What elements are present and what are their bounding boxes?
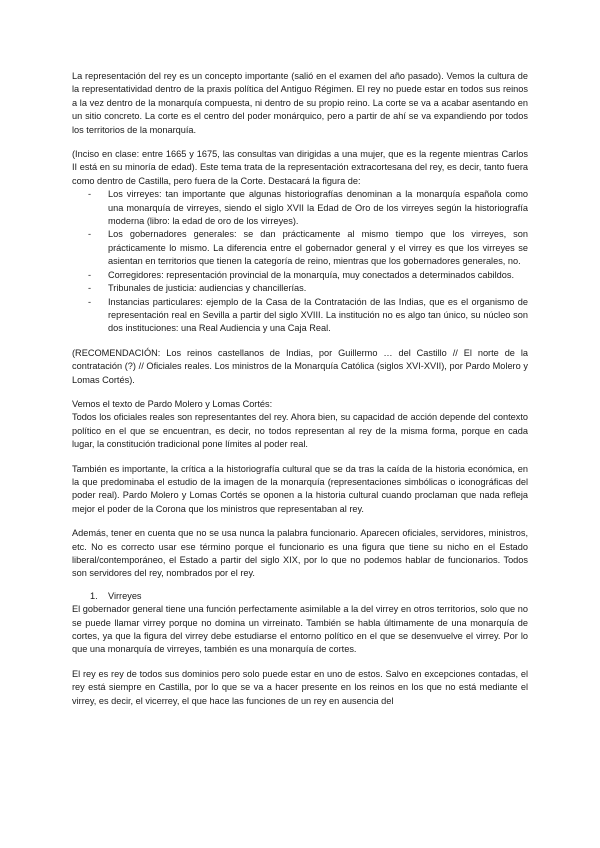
paragraph-rey: El rey es rey de todos sus dominios pero solo puede estar en uno de estos. Salvo en excepciones contadas, el rey está siempre en Castilla, por lo que se va a hacer presente en los reinos en los que no está mediante el virrey, es decir, el vicerrey, el que hace las funciones de un rey en ausencia del <box>72 668 528 706</box>
paragraph-funcionario: Además, tener en cuenta que no se usa nunca la palabra funcionario. Aparecen oficiales, servidores, ministros, etc. No es correcto usar ese término porque el funcionario es una figura que tiene su nicho en el Estado liberal/contemporáneo, el Estado a partir del siglo XIX, por lo que no podemos hablar de funcionarios. Todos son servidores del rey, nombrados por el rey. <box>72 528 528 579</box>
paragraph-representacion: La representación del rey es un concepto importante (salió en el examen del año pasado). Vemos la cultura de la representatividad dentro de la praxis política del Antiguo Régimen. El rey no puede estar en todos sus reinos a la vez dentro de la monarquía compuesta, ni dentro de su propio reino. La corte se va a acabar asentando en un sitio concreto. La corte es el centro del poder monárquico, pero a partir de ahí se va expandiendo por todos los territorios de la monarquía. <box>72 71 528 135</box>
paragraph-oficiales: Todos los oficiales reales son representantes del rey. Ahora bien, su capacidad de acción depende del contexto político en el que se encuentran, es decir, no todos representan al rey de la misma forma, porque en cada lugar, la constitución tradicional pone límites al poder real. <box>72 412 528 450</box>
list-item: - Tribunales de justicia: audiencias y chancillerías. <box>88 283 307 294</box>
list-item: - Instancias particulares: ejemplo de la Casa de la Contratación de las Indias, que es el organismo de representación real en Sevilla a partir del siglo XVIII. La institución no es algo tan único, su núcleo son dos instituciones: una Real Audiencia y una Caja Real. <box>88 296 528 334</box>
paragraph-inciso: (Inciso en clase: entre 1665 y 1675, las consultas van dirigidas a una mujer, que es la regente mientras Carlos II está en su minoría de edad). Este tema trata de la representación extracortesana del rey, es decir, tanto fuera como dentro de Castilla, pero fuera de la Corte. Destacará la figura de: <box>72 149 528 186</box>
paragraph-critica: También es importante, la crítica a la historiografía cultural que se da tras la caída de la historia económica, en la que predominaba el estudio de la imagen de la monarquía (representaciones simbólicas o iconográficas del poder real). Pardo Molero y Lomas Cortés se oponen a la historia cultural cuando proclaman que nada refleja mejor el poder de la Corona que los ministros que representaban al rey. <box>72 463 528 514</box>
list-item: - Los gobernadores generales: se dan prácticamente al mismo tiempo que los virreyes, son prácticamente lo mismo. La diferencia entre el gobernador general y el virrey es que los virreyes se asientan en territorios que tienen la categoría de reino, mientras que los gobernadores generales, no. <box>88 229 528 267</box>
paragraph-gobernador: El gobernador general tiene una función perfectamente asimilable a la del virrey en otros territorios, solo que no se puede llamar virrey porque no domina un virreinato. También se habla últimamente de una monarquía de cortes, ya que la figura del virrey debe estudiarse el entorno político en el que se desenvuelve el virrey. Por lo que una monarquía de virreyes, también es una monarquía de cortes. <box>72 604 528 655</box>
figures-list <box>72 188 528 335</box>
list-item: - Corregidores: representación provincial de la monarquía, muy conectados a determinados cabildos. <box>88 269 515 280</box>
paragraph-texto-heading: Vemos el texto de Pardo Molero y Lomas Cortés: <box>72 398 273 409</box>
section-title: Virreyes <box>108 590 142 601</box>
section-heading-virreyes <box>72 590 528 603</box>
list-item: - Los virreyes: tan importante que algunas historiografías denominan a la monarquía española como una monarquía de virreyes, siendo el siglo XVII la Edad de Oro de los virreyes según la historiografía moderna (libro: la edad de oro de los virreyes). <box>88 189 528 227</box>
paragraph-recomendacion: (RECOMENDACIÓN: Los reinos castellanos de Indias, por Guillermo … del Castillo // El norte de la contratación (?) // Oficiales reales. Los ministros de la Monarquía Católica (siglos XVI-XVII), por Pardo Molero y Lomas Cortés). <box>72 347 528 385</box>
section-number: 1. <box>90 590 98 601</box>
